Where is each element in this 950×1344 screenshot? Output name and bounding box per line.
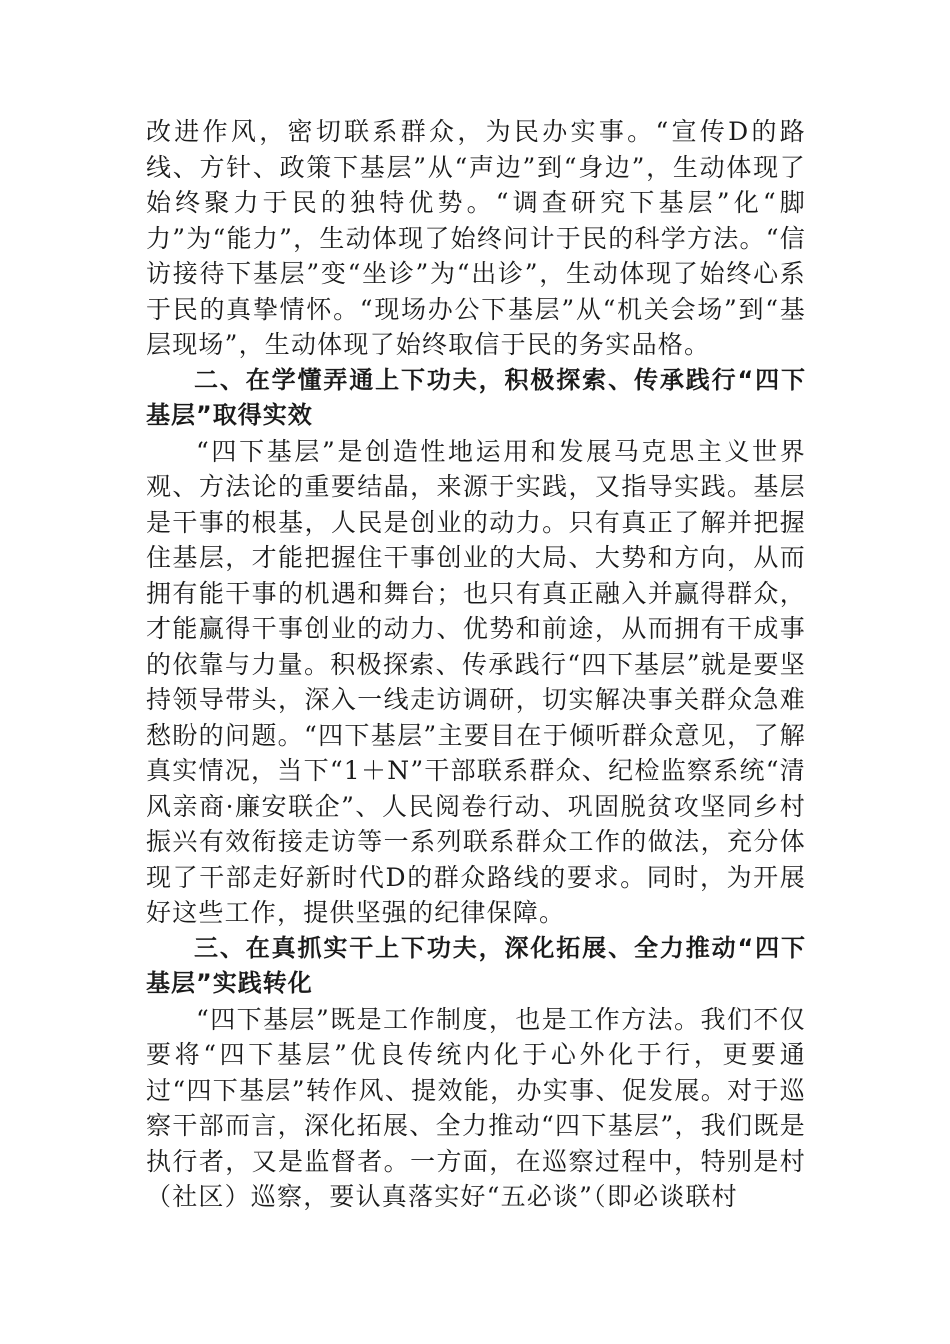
section-heading-3: 三、在真抓实干上下功夫，深化拓展、全力推动“四下基层”实践转化 [146,933,806,997]
paragraph-section-3: “四下基层”既是工作制度，也是工作方法。我们不仅要将“四下基层”优良传统内化于心外化于行，更要通过“四下基层”转作风、提效能，办实事、促发展。对于巡察干部而言，深化拓展、全力推动“四下基层”，我们既是执行者，又是监督者。一方面，在巡察过程中，特别是村（社区）巡察，要认真落实好“五必谈”（即必谈联村 [146,1004,806,1211]
document-body [146,114,806,1215]
paragraph-section-2: “四下基层”是创造性地运用和发展马克思主义世界观、方法论的重要结晶，来源于实践，又指导实践。基层是干事的根基，人民是创业的动力。只有真正了解并把握住基层，才能把握住干事创业的大局、大势和方向，从而拥有能干事的机遇和舞台；也只有真正融入并赢得群众，才能赢得干事创业的动力、优势和前途，从而拥有干成事的依靠与力量。积极探索、传承践行“四下基层”就是要坚持领导带头，深入一线走访调研，切实解决事关群众急难愁盼的问题。“四下基层”主要目在于倾听群众意见，了解真实情况，当下“1＋N”干部联系群众、纪检监察系统“清风亲商·廉安联企”、人民阅卷行动、巩固脱贫攻坚同乡村振兴有效衔接走访等一系列联系群众工作的做法，充分体现了干部走好新时代D的群众路线的要求。同时，为开展好这些工作，提供坚强的纪律保障。 [146,436,806,927]
paragraph-intro: 改进作风，密切联系群众，为民办实事。“宣传D的路线、方针、政策下基层”从“声边”到“身边”，生动体现了始终聚力于民的独特优势。“调查研究下基层”化“脚力”为“能力”，生动体现了始终问计于民的科学方法。“信访接待下基层”变“坐诊”为“出诊”，生动体现了始终心系于民的真挚情怀。“现场办公下基层”从“机关会场”到“基层现场”，生动体现了始终取信于民的务实品格。 [146,117,806,359]
section-heading-2: 二、在学懂弄通上下功夫，积极探索、传承践行“四下基层”取得实效 [146,365,806,429]
